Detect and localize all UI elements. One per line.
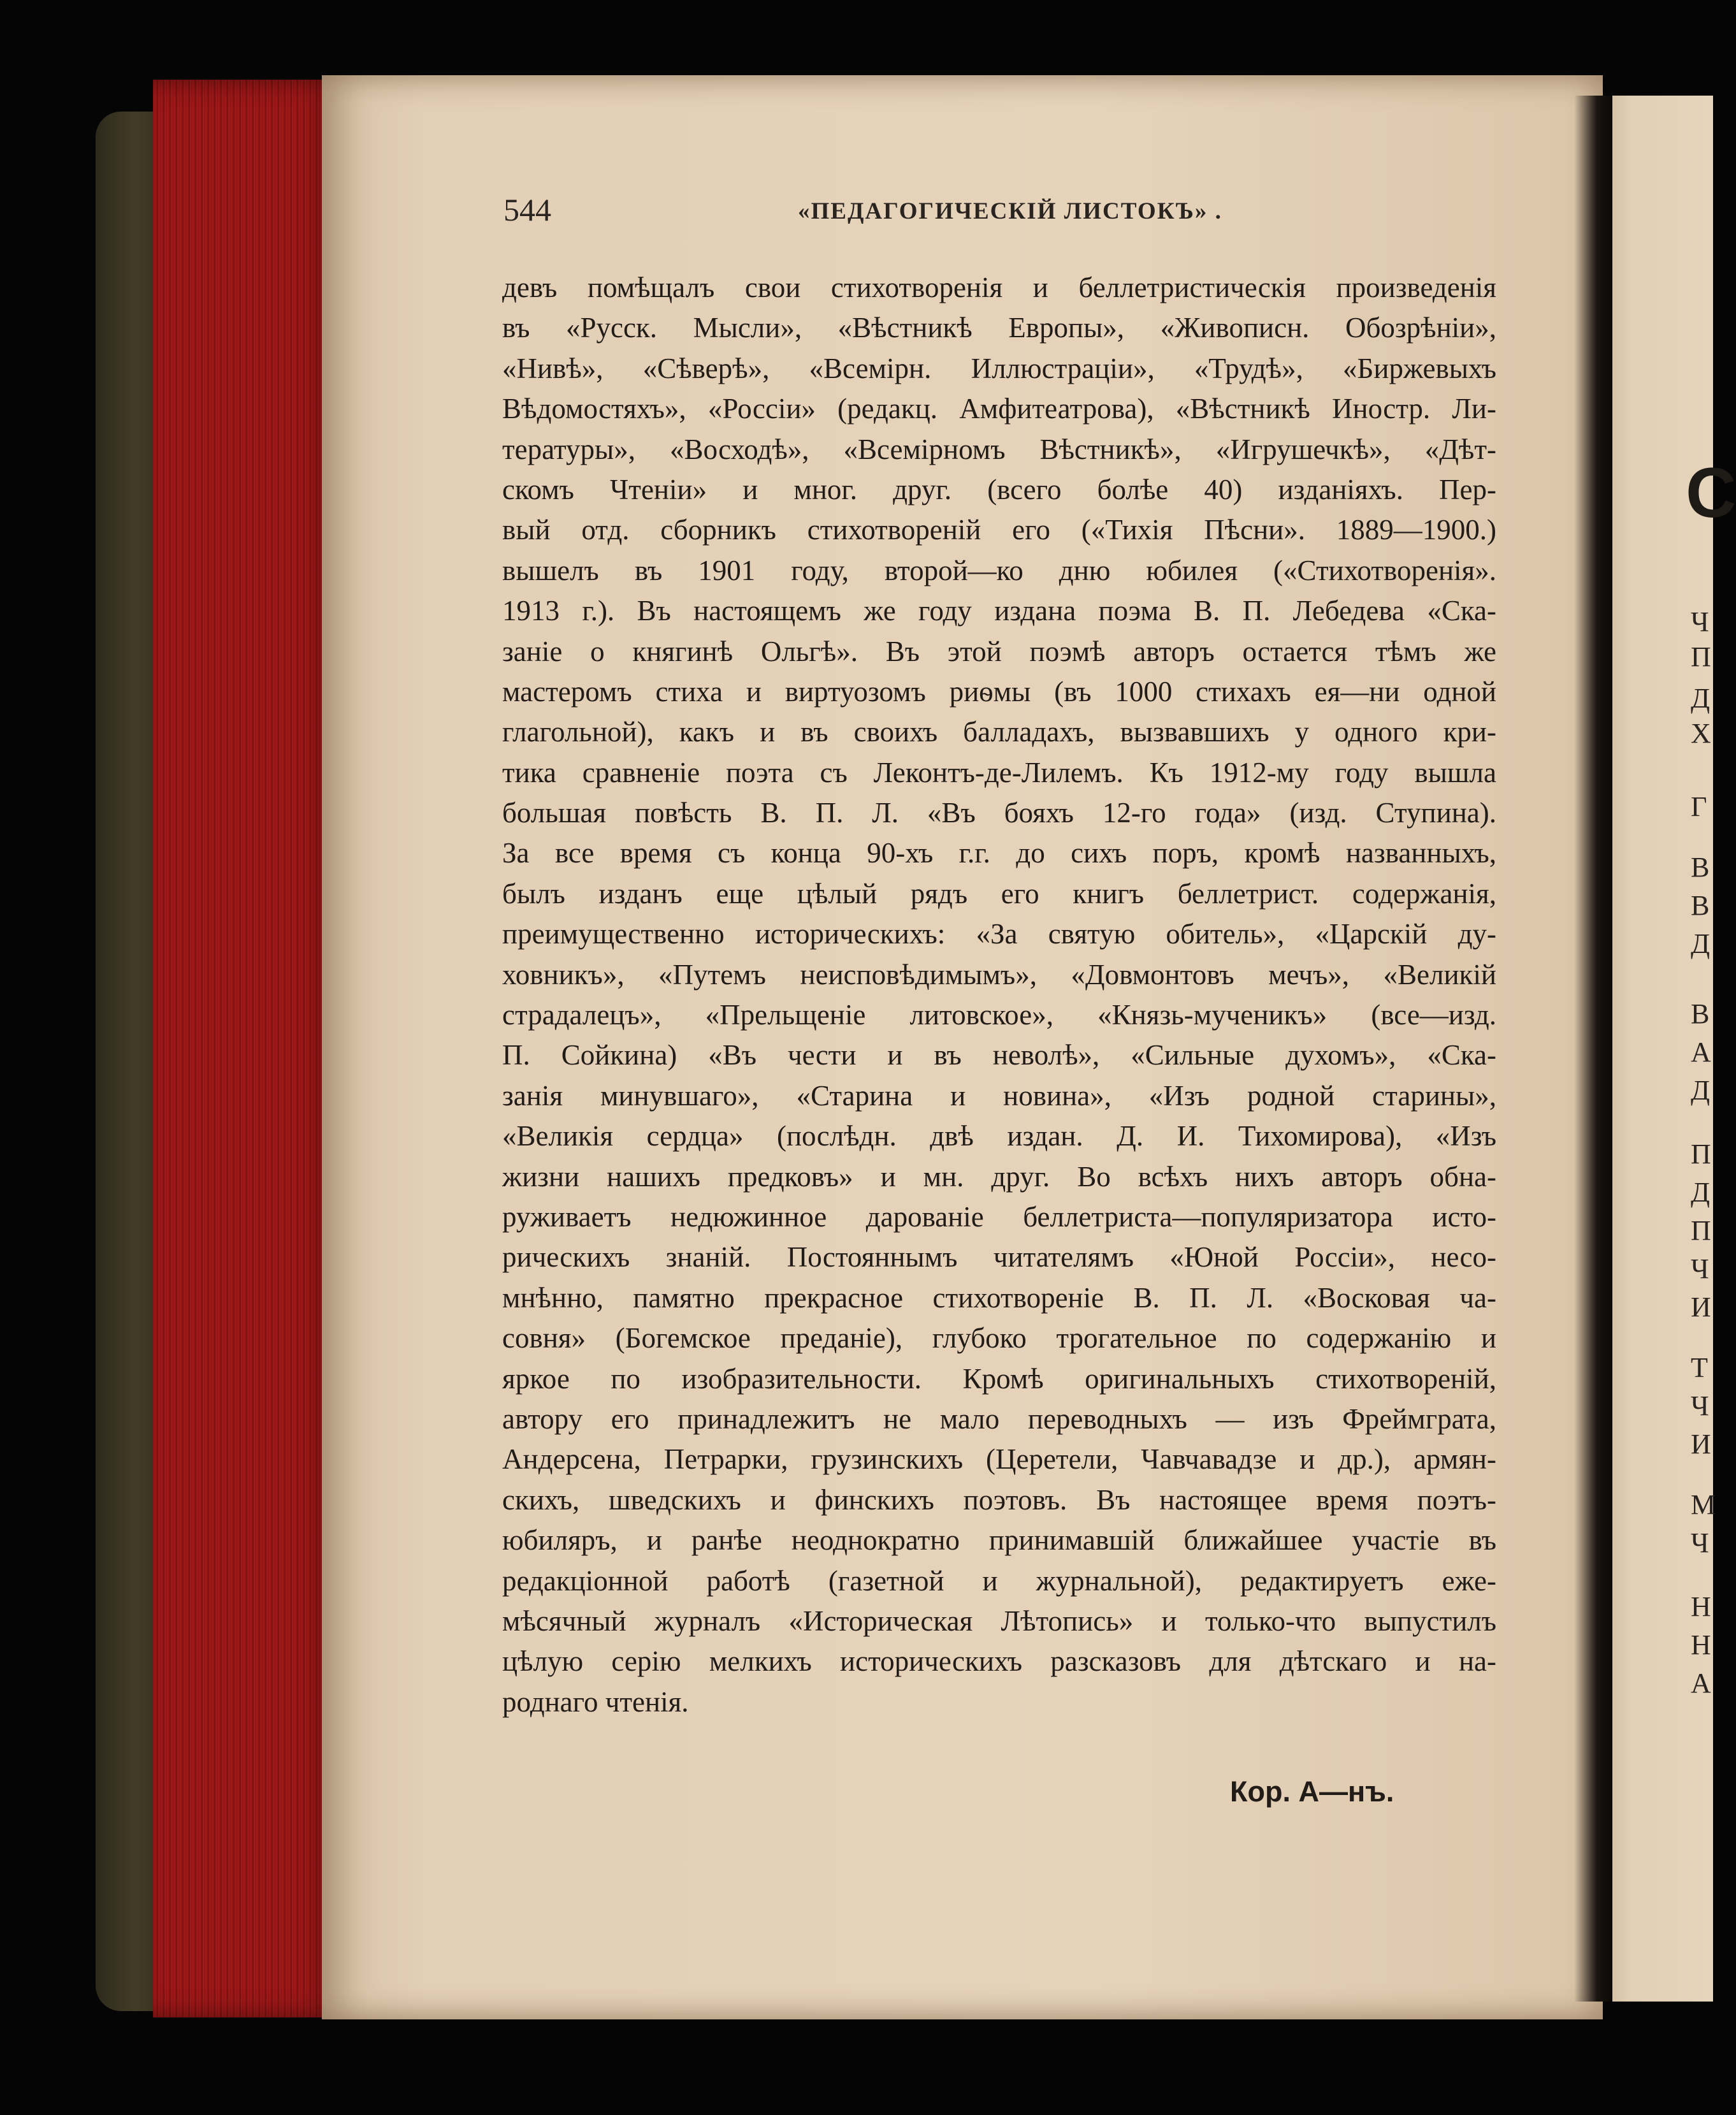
text-line: рическихъ знаній. Постояннымъ читателямъ «Юной Россіи», несо-	[502, 1241, 1496, 1274]
right-page-letter: П	[1691, 1215, 1711, 1246]
text-line: Вѣдомостяхъ», «Россіи» (редакц. Амфитеатрова), «Вѣстникѣ Иностр. Ли-	[502, 393, 1496, 425]
text-line: За все время съ конца 90-хъ г.г. до сихъ поръ, кромѣ названныхъ,	[502, 837, 1496, 869]
text-line: юбиляръ, и ранѣе неоднократно принимавшій ближайшее участіе въ	[502, 1524, 1496, 1557]
right-page-letter: Н	[1691, 1629, 1711, 1661]
text-line: глагольной), какъ и въ своихъ балладахъ, вызвавшихъ у одного кри-	[502, 716, 1496, 748]
text-line: Андерсена, Петрарки, грузинскихъ (Церетели, Чавчавадзе и др.), армян-	[502, 1443, 1496, 1476]
text-line: ховникъ», «Путемъ неисповѣдимымъ», «Довмонтовъ мечъ», «Великій	[502, 958, 1496, 991]
text-line: тературы», «Восходѣ», «Всемірномъ Вѣстникѣ», «Игрушечкѣ», «Дѣт-	[502, 433, 1496, 465]
text-line: совня» (Богемское преданіе), глубоко трогательное по содержанію и	[502, 1322, 1496, 1355]
body-text	[502, 268, 1496, 1722]
page-edges-red	[153, 80, 344, 2017]
right-page-letter: И	[1691, 1291, 1711, 1323]
right-page-letter: Ч	[1691, 1527, 1709, 1559]
page-header	[503, 191, 1498, 236]
text-line: автору его принадлежитъ не мало переводныхъ — изъ Фреймграта,	[502, 1402, 1496, 1435]
right-page-letter: А	[1691, 1036, 1711, 1068]
book-gutter	[1574, 96, 1612, 2002]
page-number: 544	[503, 192, 551, 228]
text-line: скихъ, шведскихъ и финскихъ поэтовъ. Въ настоящее время поэтъ-	[502, 1483, 1496, 1516]
text-line: цѣлую серію мелкихъ историческихъ разсказовъ для дѣтскаго и на-	[502, 1645, 1496, 1678]
text-line: вышелъ въ 1901 году, второй—ко дню юбилея («Стихотворенія».	[502, 554, 1496, 586]
right-page-letter: В	[1691, 852, 1710, 883]
text-line: былъ изданъ еще цѣлый рядъ его книгъ беллетрист. содержанія,	[502, 877, 1496, 910]
text-line: мастеромъ стиха и виртуозомъ риѳмы (въ 1000 стихахъ ея—ни одной	[502, 675, 1496, 708]
right-page-letter: Д	[1691, 1075, 1711, 1106]
right-page-letter: Г	[1691, 791, 1707, 822]
right-page-letter: Ч	[1691, 1253, 1709, 1284]
right-page-edge	[1596, 96, 1736, 2002]
right-page-heading-fragment: С	[1686, 454, 1736, 532]
text-line: тика сравненіе поэта съ Леконтъ-де-Лилемъ. Къ 1912-му году вышла	[502, 756, 1496, 789]
right-page-letter: Д	[1691, 683, 1711, 714]
right-page-letter: П	[1691, 641, 1711, 672]
running-head: «ПЕДАГОГИЧЕСКІЙ ЛИСТОКЪ» .	[798, 198, 1222, 224]
text-line: жизни нашихъ предковъ» и мн. друг. Во всѣхъ нихъ авторъ обна-	[502, 1160, 1496, 1193]
text-line: вый отд. сборникъ стихотвореній его («Тихія Пѣсни». 1889—1900.)	[502, 514, 1496, 546]
right-page-letter: Ч	[1691, 1390, 1709, 1421]
text-line: руживаетъ недюжинное дарованіе беллетриста—популяризатора исто-	[502, 1200, 1496, 1233]
text-line: «Великія сердца» (послѣдн. двѣ издан. Д. И. Тихомирова), «Изъ	[502, 1120, 1496, 1152]
text-line: яркое по изобразительности. Кромѣ оригинальныхъ стихотвореній,	[502, 1362, 1496, 1395]
text-line: редакціонной работѣ (газетной и журнальной), редактируетъ еже-	[502, 1564, 1496, 1597]
text-line: «Нивѣ», «Сѣверѣ», «Всемірн. Иллюстраціи», «Трудѣ», «Биржевыхъ	[502, 352, 1496, 384]
text-line: въ «Русск. Мысли», «Вѣстникѣ Европы», «Живописн. Обозрѣніи»,	[502, 312, 1496, 344]
author-signature: Кор. А—нъ.	[1230, 1775, 1394, 1808]
right-page-letter: В	[1691, 998, 1710, 1029]
right-page-letter: Т	[1691, 1352, 1708, 1383]
text-line: девъ помѣщалъ свои стихотворенія и беллетристическія произведенія	[502, 272, 1496, 303]
right-page-letter: П	[1691, 1138, 1711, 1170]
right-page-letter: М	[1691, 1489, 1716, 1520]
text-line: роднаго чтенія.	[502, 1685, 689, 1718]
right-page-letter: Н	[1691, 1591, 1711, 1622]
text-line: страдалецъ», «Прельщеніе литовское», «Князь-мученикъ» (все—изд.	[502, 999, 1496, 1031]
right-page-letter: Ч	[1691, 606, 1709, 637]
right-page-letter: А	[1691, 1668, 1711, 1699]
text-line: П. Сойкина) «Въ чести и въ неволѣ», «Сильные духомъ», «Ска-	[502, 1039, 1496, 1072]
right-page-letter: В	[1691, 890, 1710, 921]
right-page-letter: Д	[1691, 928, 1711, 959]
text-line: большая повѣсть В. П. Л. «Въ бояхъ 12-го года» (изд. Ступина).	[502, 797, 1496, 829]
text-line: мѣсячный журналъ «Историческая Лѣтопись» и только-что выпустилъ	[502, 1604, 1496, 1637]
right-page-letter: Д	[1691, 1177, 1711, 1208]
text-line: мнѣнно, памятно прекрасное стихотвореніе В. П. Л. «Восковая ча-	[502, 1281, 1496, 1314]
text-line: скомъ Чтеніи» и мног. друг. (всего болѣе 40) изданіяхъ. Пер-	[502, 473, 1496, 505]
right-page-letter: И	[1691, 1428, 1711, 1460]
text-line: 1913 г.). Въ настоящемъ же году издана поэма В. П. Лебедева «Ска-	[502, 595, 1496, 627]
text-line: преимущественно историческихъ: «За святую обитель», «Царскій ду-	[502, 918, 1496, 950]
right-page-letter: Х	[1691, 718, 1711, 749]
text-line: заніе о княгинѣ Ольгѣ». Въ этой поэмѣ авторъ остается тѣмъ же	[502, 635, 1496, 667]
text-line: занія минувшаго», «Старина и новина», «Изъ родной старины»,	[502, 1079, 1496, 1112]
